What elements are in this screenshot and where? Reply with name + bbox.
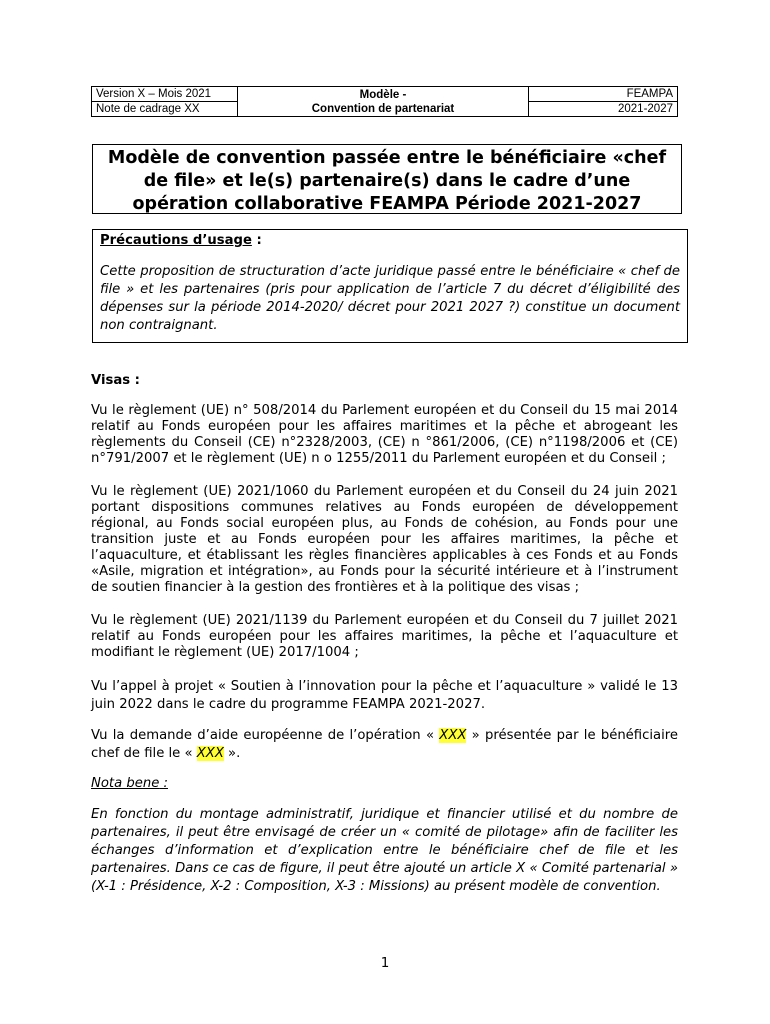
document-body [91, 373, 678, 896]
header-model-line1: Modèle - [359, 89, 407, 101]
precautions-text: Cette proposition de structuration d’acte juridique passé entre le bénéficiaire « chef de file » et les partenaires (pris pour application de l’article 7 du décret d’éligibilité des dépenses sur la période 2014-2020/ décret pour 2021 2027 ?) constitue un document non contraignant. [100, 264, 680, 333]
header-model [238, 87, 529, 117]
placeholder-date: XXX [196, 746, 224, 761]
demande-text-3: ». [223, 746, 241, 761]
visas-heading: Visas : [91, 373, 140, 388]
nota-bene-text: En fonction du montage administratif, juridique et financier utilisé et du nombre de partenaires, il peut être envisagé de créer un « comité de pilotage» afin de faciliter les échanges d’information et d’explication entre le bénéficiaire chef de file et les partenaires. Dans ce cas de figure, il peut être ajouté un article X « Comité partenarial » (X-1 : Présidence, X-2 : Composition, X-3 : Missions) au présent modèle de convention. [91, 807, 678, 894]
precautions-heading-label: Précautions d’usage [100, 233, 252, 248]
header-model-line2: Convention de partenariat [311, 103, 455, 115]
header-note: Note de cadrage XX [92, 102, 238, 117]
demande-text-2: » présentée par le bénéficiaire chef de file le « [91, 728, 678, 761]
placeholder-operation: XXX [439, 728, 467, 743]
precautions-heading-suffix: : [251, 233, 262, 248]
nota-bene-label: Nota bene [91, 776, 160, 791]
visa-paragraph-1: Vu le règlement (UE) n° 508/2014 du Parlement européen et du Conseil du 15 mai 2014 relatif au Fonds européen pour les affaires maritimes et la pêche et abrogeant les règlements du Conseil (CE) n°2328/2003, (CE) n °861/2006, (CE) n°1198/2006 et (CE) n°791/2007 et le règlement (UE) n o 1255/2011 du Parlement européen et du Conseil ; [91, 403, 678, 466]
precautions-box [92, 229, 688, 343]
precautions-heading [100, 232, 680, 250]
visa-paragraph-2: Vu le règlement (UE) 2021/1060 du Parlement européen et du Conseil du 24 juin 2021 portant dispositions communes relatives au Fonds européen de développement régional, au Fonds social européen plus, au Fonds de cohésion, au Fonds pour une transition juste et au Fonds européen pour les affaires maritimes, la pêche et l’aquaculture, et établissant les règles financières applicables à ces Fonds et au Fonds «Asile, migration et intégration», au Fonds pour la sécurité intérieure et à l’instrument de soutien financier à la gestion des frontières et à la politique des visas ; [91, 484, 678, 595]
header-fund: FEAMPA [529, 87, 678, 102]
visa-paragraph-4: Vu l’appel à projet « Soutien à l’innovation pour la pêche et l’aquaculture » validé le 13 juin 2022 dans le cadre du programme FEAMPA 2021-2027. [91, 679, 678, 712]
header-period: 2021-2027 [529, 102, 678, 117]
header-version: Version X – Mois 2021 [92, 87, 238, 102]
page-number: 1 [380, 955, 390, 971]
visa-paragraph-3: Vu le règlement (UE) 2021/1139 du Parlement européen et du Conseil du 7 juillet 2021 relatif au Fonds européen pour les affaires maritimes, la pêche et l’aquaculture et modifiant le règlement (UE) 2017/1004 ; [91, 613, 678, 660]
demande-paragraph [91, 727, 678, 763]
header-table [91, 86, 678, 117]
document-title: Modèle de convention passée entre le bénéficiaire «chef de file» et le(s) partenaire(s) dans le cadre d’une opération collaborative FEAMPA Période 2021-2027 [92, 144, 682, 214]
nota-bene-suffix: : [159, 776, 168, 791]
nota-bene-heading [91, 776, 678, 792]
demande-text-1: Vu la demande d’aide européenne de l’opération « [91, 728, 440, 743]
